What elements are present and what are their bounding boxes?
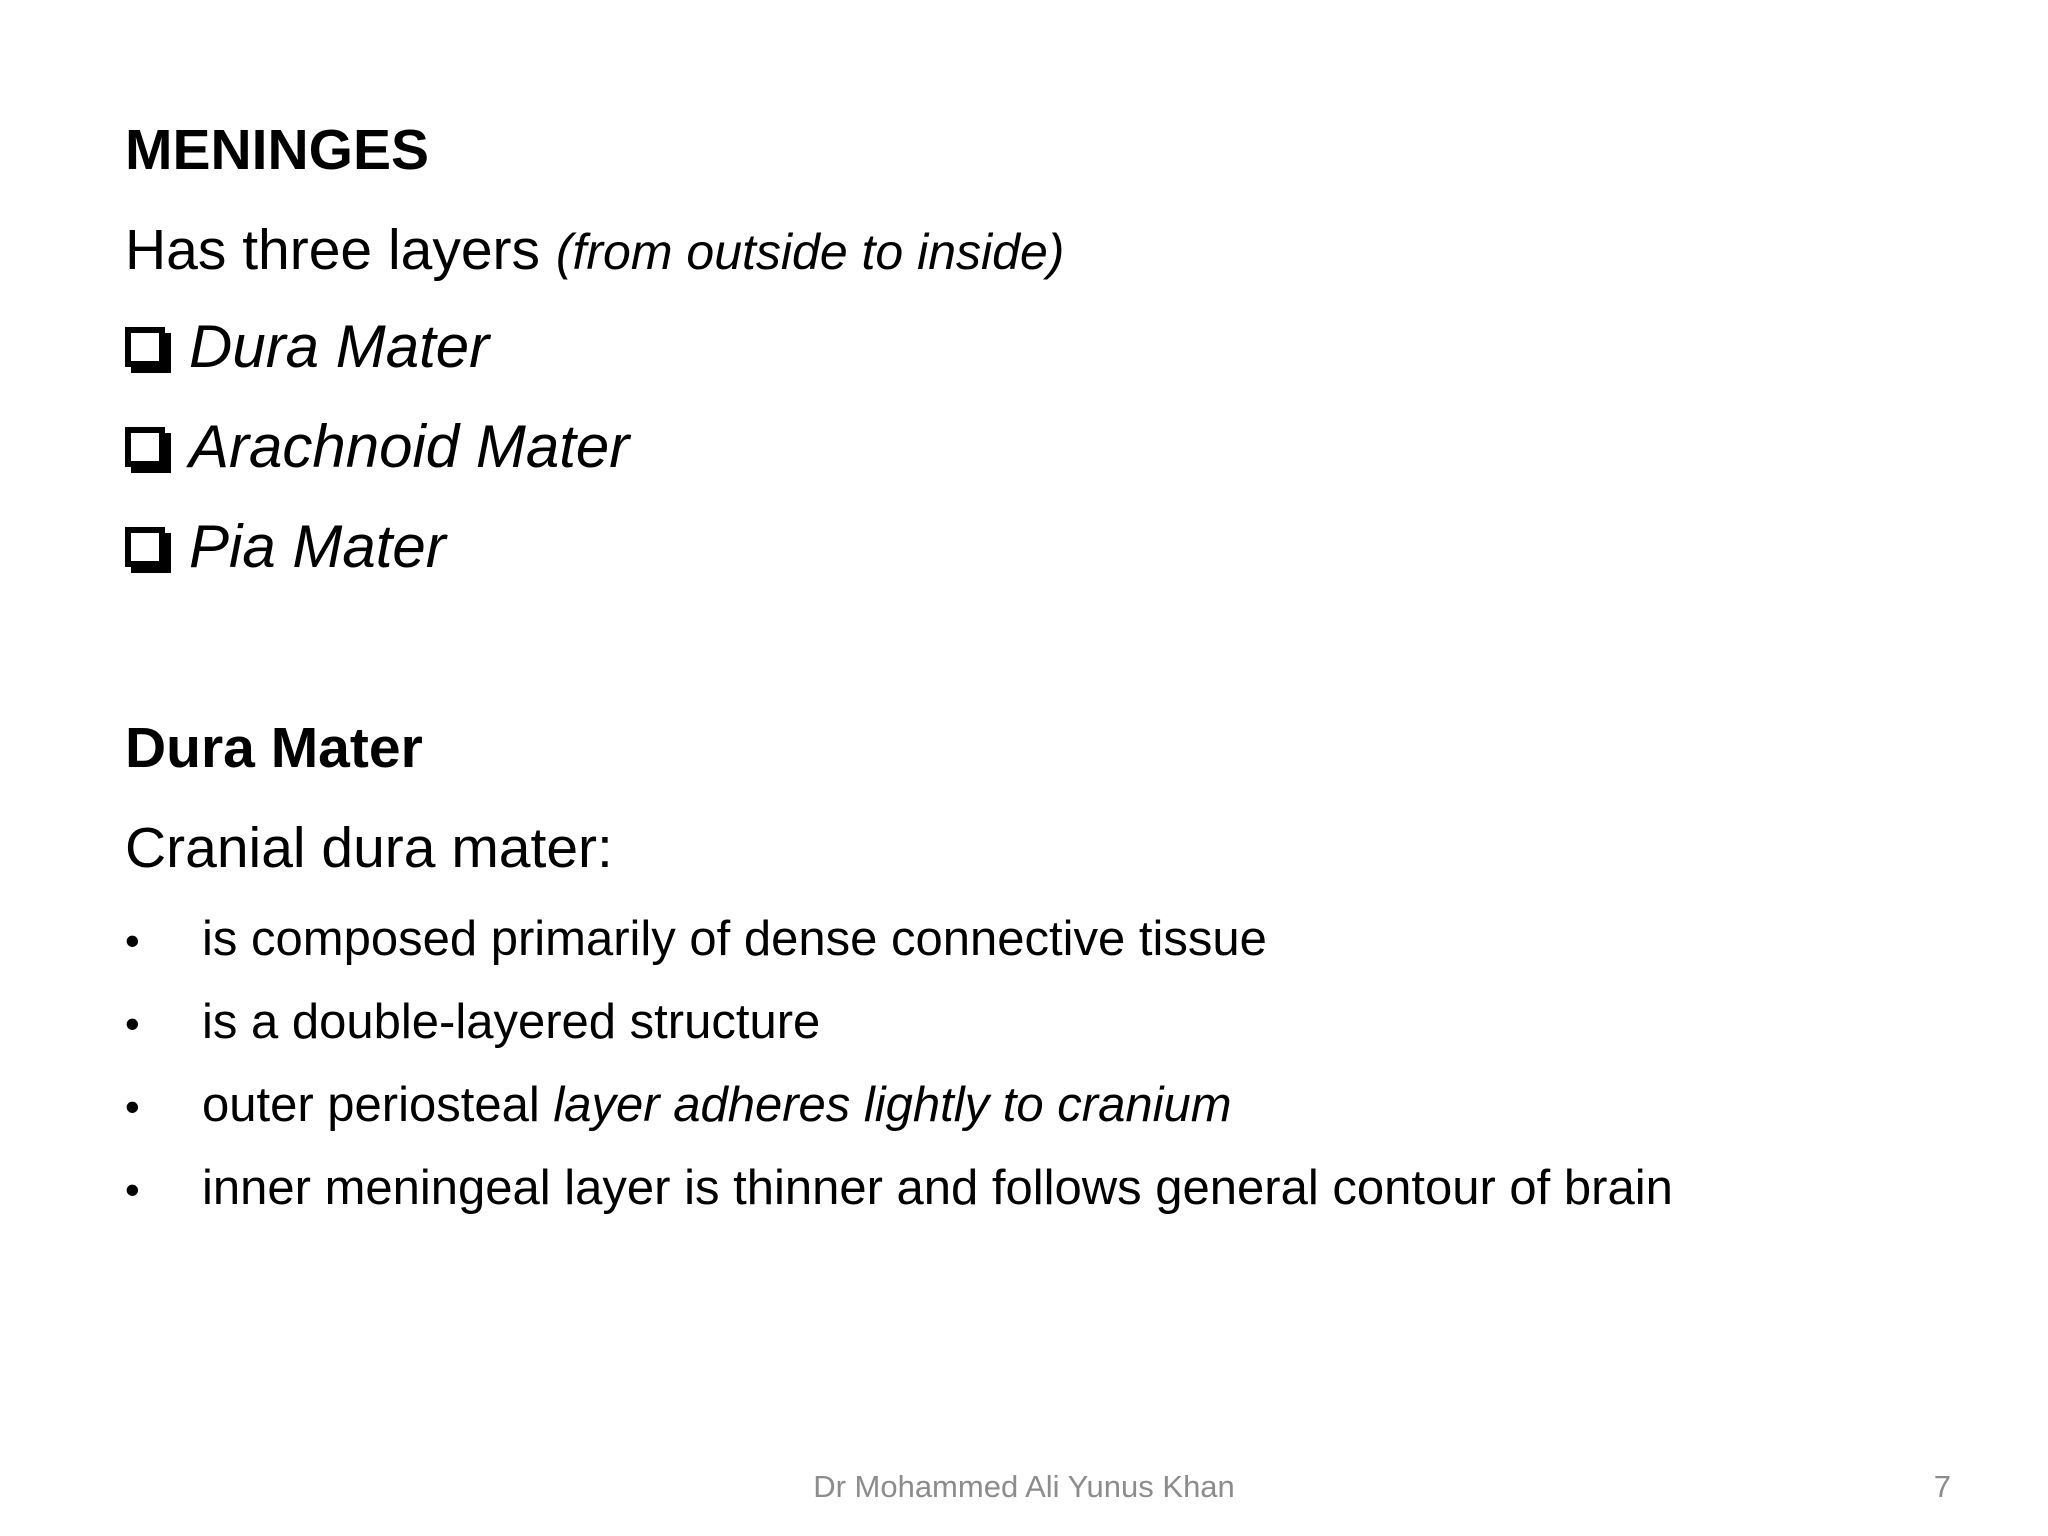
bullet-text: is composed primarily of dense connective tissue	[202, 912, 1267, 966]
bullet-dot: •	[125, 1000, 140, 1047]
layer-item-arachnoid	[125, 407, 629, 487]
slide-title: MENINGES	[125, 118, 430, 182]
bullet-text: inner meningeal layer is thinner and follows general contour of brain	[202, 1161, 1673, 1215]
layer-item-pia	[125, 507, 446, 587]
checkbox-icon	[125, 327, 165, 367]
bullet-item	[125, 1155, 1673, 1223]
layer-label: Pia Mater	[189, 513, 446, 580]
page-number: 7	[1933, 1469, 1951, 1504]
bullet-dot: •	[125, 917, 140, 964]
bullet-item	[125, 1072, 1232, 1140]
bullet-text: outer periosteal	[202, 1078, 554, 1132]
subtitle-note: (from outside to inside)	[555, 224, 1065, 280]
subtitle-main: Has three layers	[125, 218, 541, 282]
bullet-item	[125, 906, 1267, 974]
bullet-dot: •	[125, 1166, 140, 1213]
checkbox-icon	[125, 527, 165, 567]
section-title: Dura Mater	[125, 716, 423, 780]
section-subtitle: Cranial dura mater:	[125, 816, 613, 880]
layer-item-dura	[125, 307, 489, 387]
bullet-dot: •	[125, 1083, 140, 1130]
layer-label: Arachnoid Mater	[189, 413, 630, 480]
slide-subtitle	[125, 212, 1064, 290]
footer-author: Dr Mohammed Ali Yunus Khan	[813, 1469, 1235, 1504]
layer-label: Dura Mater	[189, 313, 490, 380]
checkbox-icon	[125, 427, 165, 467]
bullet-text: is a double-layered structure	[202, 995, 821, 1049]
bullet-item	[125, 989, 820, 1057]
bullet-text-italic: layer adheres lightly to cranium	[553, 1078, 1232, 1132]
